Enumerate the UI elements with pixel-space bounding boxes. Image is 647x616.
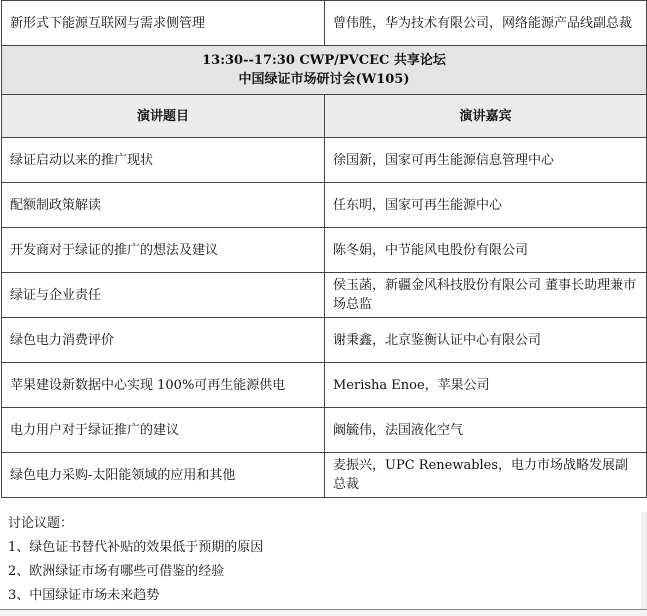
- column-header-topic: 演讲题目: [2, 95, 325, 138]
- discussion-title: 讨论议题：: [8, 516, 74, 531]
- agenda-table: [1, 0, 647, 498]
- topic-cell: 苹果建设新数据中心实现 100%可再生能源供电: [2, 363, 325, 408]
- table-row: [2, 183, 647, 228]
- session-name-line: 中国绿证市场研讨会(W105): [238, 72, 410, 87]
- topic-cell: 电力用户对于绿证推广的建议: [2, 408, 325, 453]
- table-row: [2, 363, 647, 408]
- topic-cell: 绿色电力采购-太阳能领域的应用和其他: [2, 453, 325, 498]
- table-row: [2, 318, 647, 363]
- speaker-cell: 任东明，国家可再生能源中心: [325, 183, 647, 228]
- session-time-line: 13:30--17:30 CWP/PVCEC 共享论坛: [202, 53, 446, 68]
- topic-cell: 开发商对于绿证的推广的想法及建议: [2, 228, 325, 273]
- topic-cell: 绿证与企业责任: [2, 273, 325, 318]
- speaker-cell: 曾伟胜，华为技术有限公司，网络能源产品线副总裁: [325, 1, 647, 46]
- speaker-cell: 陈冬娟，中节能风电股份有限公司: [325, 228, 647, 273]
- discussion-section: [0, 512, 647, 615]
- table-row: [2, 408, 647, 453]
- page-edge-shade: [641, 512, 647, 615]
- speaker-cell: 麦振兴，UPC Renewables，电力市场战略发展副总裁: [325, 453, 647, 498]
- table-row: [2, 1, 647, 46]
- column-header-speaker: 演讲嘉宾: [325, 95, 647, 138]
- discussion-item: 2、欧洲绿证市场有哪些可借鉴的经验: [8, 564, 225, 579]
- session-title: [2, 46, 647, 95]
- speaker-cell: 侯玉菡，新疆金风科技股份有限公司 董事长助理兼市场总监: [325, 273, 647, 318]
- table-row: [2, 138, 647, 183]
- topic-cell: 绿证启动以来的推广现状: [2, 138, 325, 183]
- discussion-item: 3、中国绿证市场未来趋势: [8, 588, 160, 603]
- discussion-item: 1、绿色证书替代补贴的效果低于预期的原因: [8, 540, 264, 555]
- topic-cell: 配额制政策解读: [2, 183, 325, 228]
- topic-cell: 绿色电力消费评价: [2, 318, 325, 363]
- table-header-row: [2, 95, 647, 138]
- session-banner: [2, 46, 647, 95]
- table-row: [2, 273, 647, 318]
- topic-cell: 新形式下能源互联网与需求侧管理: [2, 1, 325, 46]
- speaker-cell: 阚毓伟，法国液化空气: [325, 408, 647, 453]
- speaker-cell: Merisha Enoe，苹果公司: [325, 363, 647, 408]
- speaker-cell: 徐国新，国家可再生能源信息管理中心: [325, 138, 647, 183]
- speaker-cell: 谢秉鑫，北京鉴衡认证中心有限公司: [325, 318, 647, 363]
- table-row: [2, 228, 647, 273]
- table-row: [2, 453, 647, 498]
